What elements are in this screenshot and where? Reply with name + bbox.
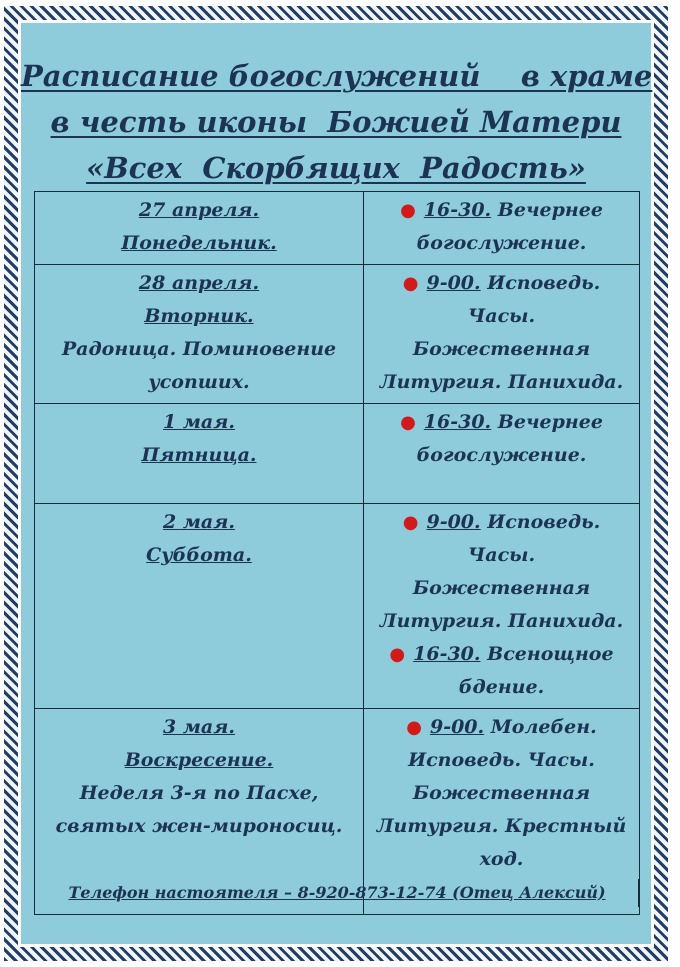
services-cell [364,404,640,504]
day-cell [35,265,364,404]
service-text: Исповедь. Часы. [408,749,595,771]
title-line-1: Расписание богослужений в храме [21,59,653,93]
schedule-row [35,504,640,709]
service-entry [368,267,635,399]
service-text: богослужение. [416,444,587,466]
day-cell [35,192,364,265]
bullet-icon: ● [402,273,419,294]
schedule-row [35,404,640,504]
weekday-label: Пятница. [141,444,257,466]
service-time: 9-00. [426,272,481,294]
service-text: Вечернее [497,411,603,433]
service-text: Литургия. Крестный [376,815,627,837]
services-cell [364,504,640,709]
weekday-label: Понедельник. [121,232,277,254]
day-note: Радоница. Поминовение усопших. [61,338,337,393]
services-cell [364,265,640,404]
service-entry [368,638,635,704]
date-label: 27 апреля. [138,199,260,221]
service-entry [368,506,635,638]
day-cell [35,404,364,504]
date-label: 3 мая. [163,716,235,738]
bullet-icon: ● [400,200,416,221]
service-time: 9-00. [429,716,485,738]
service-time: 16-30. [423,199,492,221]
service-text: Божественная [412,577,591,599]
priest-phone [34,883,640,902]
service-text: Исповедь. Часы. [467,272,601,327]
weekday-label: Вторник. [144,305,254,327]
date-label: 1 мая. [163,411,235,433]
service-text: ход. [479,848,524,870]
bullet-icon: ● [400,412,416,433]
page-title [21,53,651,191]
day-note: Неделя 3-я по Пасхе, святых жен-мироносиц. [55,782,343,837]
service-time: 16-30. [423,411,492,433]
service-text: Молебен. [490,716,597,738]
title-line-2: в честь иконы Божией Матери [50,105,622,139]
phone-text: Телефон настоятеля – 8-920-873-12-74 (Отец Алексий) [68,883,606,902]
weekday-label: Суббота. [146,544,252,566]
service-text: Всенощное [487,643,614,665]
service-entry [368,711,635,876]
schedule-row [35,265,640,404]
service-entry [368,406,635,472]
schedule-page [21,23,651,944]
date-label: 2 мая. [163,511,235,533]
date-label: 28 апреля. [138,272,260,294]
service-text: Литургия. Панихида. [379,610,624,632]
service-entry [368,194,635,260]
service-text: Исповедь. Часы. [467,511,601,566]
service-time: 16-30. [413,643,481,665]
weekday-label: Воскресение. [124,749,274,771]
bullet-icon: ● [389,644,406,665]
divider-line [638,879,639,907]
bullet-icon: ● [402,512,419,533]
service-text: богослужение. [416,232,587,254]
service-text: Божественная [412,782,591,804]
service-text: бдение. [458,676,545,698]
services-cell [364,192,640,265]
title-line-3: «Всех Скорбящих Радость» [86,151,586,185]
service-text: Божественная [412,338,591,360]
service-text: Литургия. Панихида. [379,371,624,393]
decorative-border [4,6,668,961]
service-text: Вечернее [497,199,603,221]
service-time: 9-00. [426,511,481,533]
border-inner [18,20,654,947]
day-cell [35,504,364,709]
bullet-icon: ● [406,717,422,738]
schedule-row [35,192,640,265]
schedule-table [34,191,640,915]
